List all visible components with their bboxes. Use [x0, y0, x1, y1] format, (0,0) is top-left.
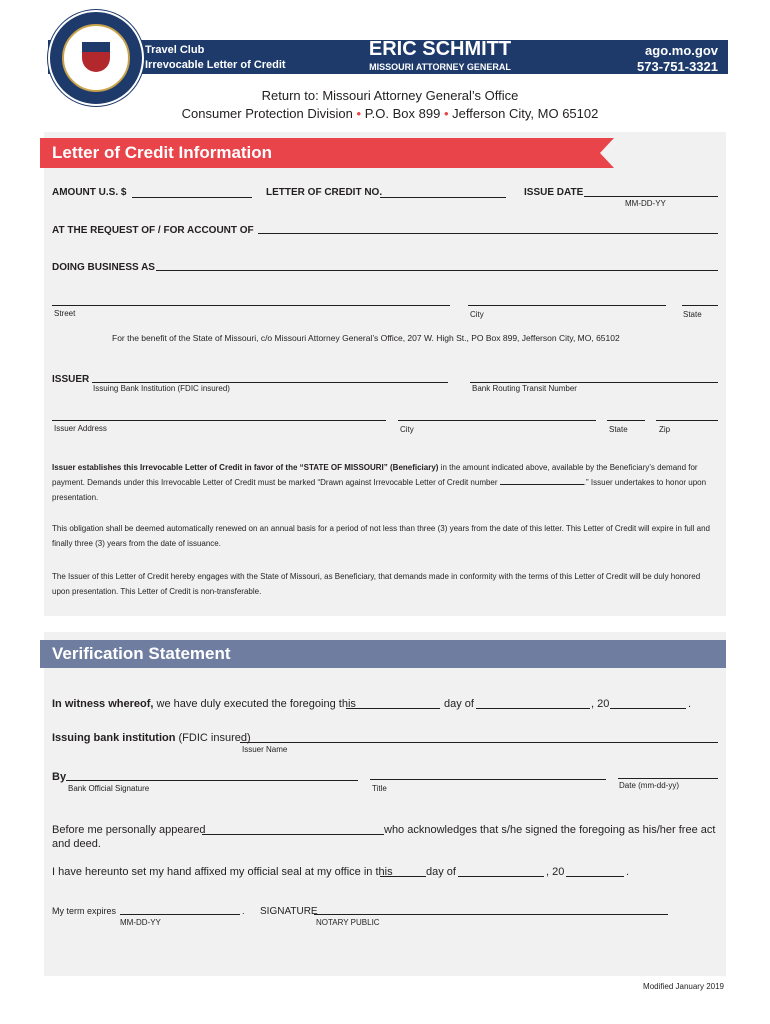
dba-label: DOING BUSINESS AS	[52, 262, 155, 273]
routing-label: Bank Routing Transit Number	[472, 384, 577, 393]
terms-paragraph-1: Issuer establishes this Irrevocable Letter of Credit in favor of the “STATE OF MISSOURI” (Beneficiary) in the amount indicated above, available by the Beneficiary’s demand for payment. Demands under this Irrevocable Letter of Credit must be marked “Drawn against Irrevocable Letter of Credit number .” Issuer undertakes to honor upon presentation.	[52, 463, 707, 502]
terms-paragraph-3: The Issuer of this Letter of Credit hereby engages with the State of Missouri, as Beneficiary, that demands made in conformity with the terms of this Letter of Credit will be duly honored upon presentation. This Letter of Credit is non-transferable.	[52, 572, 701, 596]
notary-day-of: day of	[426, 866, 456, 878]
phone-number: 573-751-3321	[637, 59, 718, 74]
city-field[interactable]	[468, 305, 666, 306]
modified-date: Modified January 2019	[643, 982, 724, 991]
return-to-line1: Return to: Missouri Attorney General’s Office	[261, 88, 519, 103]
street-field[interactable]	[52, 305, 450, 306]
issuing-bank-label: Issuing Bank Institution (FDIC insured)	[93, 384, 230, 393]
routing-field[interactable]	[470, 382, 718, 383]
amount-label: AMOUNT U.S. $	[52, 187, 127, 198]
loc-number-field[interactable]	[380, 197, 506, 198]
request-label: AT THE REQUEST OF / FOR ACCOUNT OF	[52, 225, 254, 236]
acknowledges-text: who acknowledges that s/he signed the foregoing as his/her free act	[384, 824, 716, 836]
witness-year-prefix: , 20	[591, 698, 610, 710]
issuer-address-label: Issuer Address	[54, 424, 107, 433]
bank-signature-field[interactable]	[66, 780, 358, 781]
signature-label: SIGNATURE	[260, 906, 318, 917]
issue-date-field[interactable]	[584, 196, 718, 197]
issuer-state-label: State	[609, 425, 628, 434]
issuing-bank-statement: Issuing bank institution (FDIC insured)	[52, 732, 251, 744]
title-label: Title	[372, 784, 387, 793]
issuing-bank-field[interactable]	[92, 382, 448, 383]
notary-year-field[interactable]	[566, 876, 624, 877]
witness-period: .	[688, 698, 692, 710]
benefit-statement: For the benefit of the State of Missouri, c/o Missouri Attorney General’s Office, 207 W. High St., PO Box 899, Jefferson City, MO, 65102	[112, 333, 620, 343]
bank-signature-label: Bank Official Signature	[68, 784, 150, 793]
notary-month-field[interactable]	[458, 876, 544, 877]
header-title: Travel Club	[145, 44, 205, 56]
state-label: State	[683, 310, 702, 319]
website-link[interactable]: ago.mo.gov	[645, 43, 718, 58]
and-deed-text: and deed.	[52, 838, 101, 850]
before-me-text: Before me personally appeared	[52, 824, 206, 836]
term-expires-field[interactable]	[120, 914, 240, 915]
issuer-city-field[interactable]	[398, 420, 596, 421]
terms-paragraph-2: This obligation shall be deemed automatically renewed on an annual basis for a period of not less than three (3) years from the date of this letter. This Letter of Credit will expire in full and finally three (3) years from the date of issuance.	[52, 524, 710, 548]
loc-number-label: LETTER OF CREDIT NO.	[266, 187, 383, 198]
witness-day-of: day of	[444, 698, 474, 710]
issuer-city-label: City	[400, 425, 414, 434]
loc-number-inline-field[interactable]	[500, 476, 584, 485]
issuer-label: ISSUER	[52, 374, 90, 385]
notary-signature-field[interactable]	[314, 914, 668, 915]
issuer-zip-label: Zip	[659, 425, 671, 434]
notary-public-label: NOTARY PUBLIC	[316, 918, 380, 927]
term-expires-period: .	[242, 906, 245, 916]
issuer-address-field[interactable]	[52, 420, 386, 421]
return-to-line2: Consumer Protection Division • P.O. Box 899 • Jefferson City, MO 65102	[181, 106, 599, 121]
ag-name: ERIC SCHMITT	[368, 38, 512, 60]
witness-year-field[interactable]	[610, 708, 686, 709]
request-field[interactable]	[258, 233, 718, 234]
signature-date-label: Date (mm-dd-yy)	[619, 781, 680, 790]
ag-title: MISSOURI ATTORNEY GENERAL	[369, 62, 511, 72]
issuer-name-field[interactable]	[240, 742, 718, 743]
issuer-state-field[interactable]	[607, 420, 645, 421]
issuer-name-label: Issuer Name	[242, 745, 288, 754]
notary-period: .	[626, 866, 630, 878]
signature-date-field[interactable]	[618, 778, 718, 779]
witness-statement: In witness whereof, we have duly executed the foregoing this	[52, 698, 356, 710]
amount-field[interactable]	[132, 197, 252, 198]
city-label: City	[470, 310, 484, 319]
header-subtitle: Irrevocable Letter of Credit	[145, 59, 286, 71]
term-expires-format: MM-DD-YY	[120, 918, 161, 927]
issuer-zip-field[interactable]	[656, 420, 718, 421]
term-expires-label: My term expires	[52, 906, 117, 916]
section2-title: Verification Statement	[52, 644, 231, 663]
section1-title: Letter of Credit Information	[52, 143, 273, 162]
issue-date-label: ISSUE DATE	[524, 187, 584, 198]
appeared-name-field[interactable]	[202, 834, 384, 835]
notary-year-prefix: , 20	[546, 866, 565, 878]
dba-field[interactable]	[156, 270, 718, 271]
title-field[interactable]	[370, 779, 606, 780]
hereunto-text: I have hereunto set my hand affixed my official seal at my office in this	[52, 866, 393, 878]
street-label: Street	[54, 309, 76, 318]
witness-day-field[interactable]	[346, 708, 440, 709]
notary-day-field[interactable]	[380, 876, 426, 877]
by-label: By	[52, 771, 67, 783]
state-field[interactable]	[682, 305, 718, 306]
issue-date-format: MM-DD-YY	[625, 199, 666, 208]
witness-month-field[interactable]	[476, 708, 590, 709]
